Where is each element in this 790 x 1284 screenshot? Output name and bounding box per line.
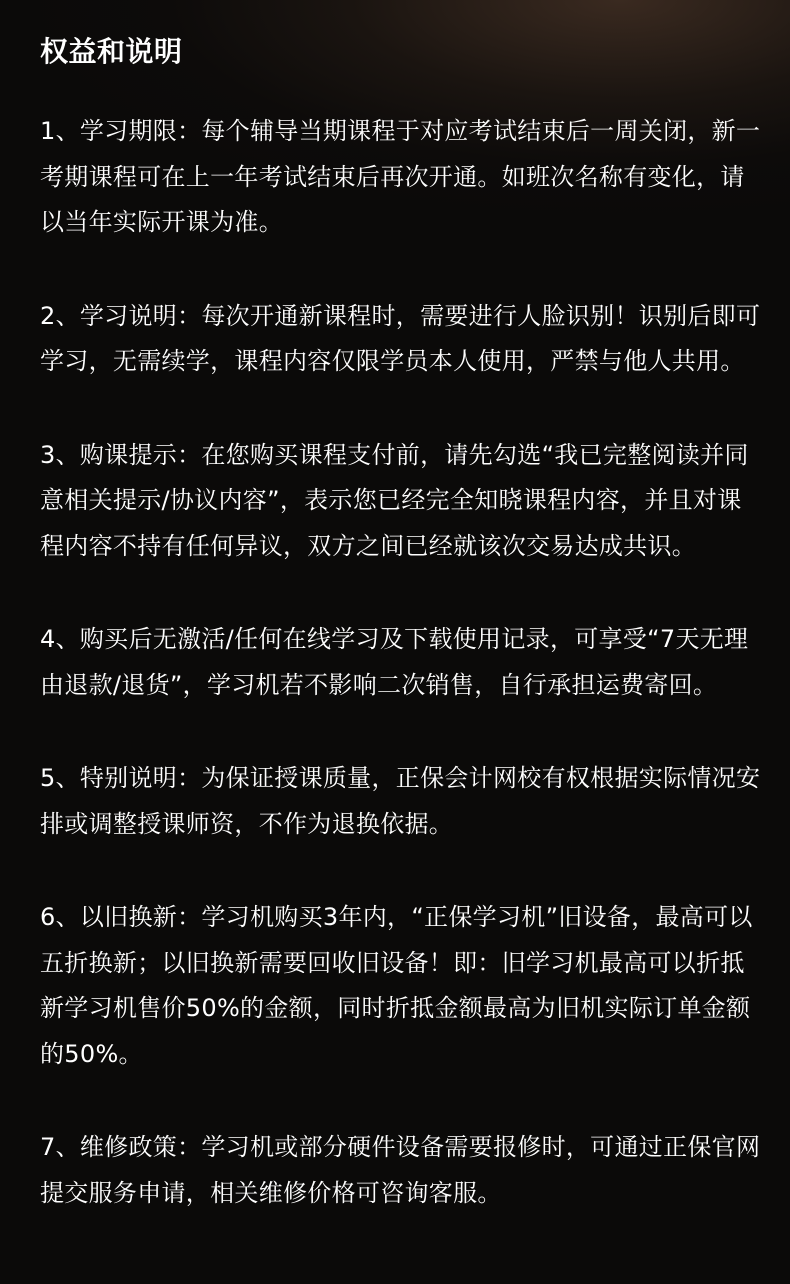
note-item-learning-period: 1、学习期限：每个辅导当期课程于对应考试结束后一周关闭，新一考期课程可在上一年考试结束后再次开通。如班次名称有变化，请以当年实际开课为准。 — [40, 117, 761, 236]
note-item-trade-in: 6、以旧换新：学习机购买3年内，“正保学习机”旧设备，最高可以五折换新；以旧换新需要回收旧设备！即：旧学习机最高可以折抵新学习机售价50%的金额，同时折抵金额最高为旧机实际订单金额的50%。 — [40, 903, 753, 1068]
note-item-learning-instructions: 2、学习说明：每次开通新课程时，需要进行人脸识别！识别后即可学习，无需续学，课程内容仅限学员本人使用，严禁与他人共用。 — [40, 301, 761, 375]
notes-list — [40, 109, 762, 1216]
page-title: 权益和说明 — [40, 35, 183, 68]
note-item-purchase-tips: 3、购课提示：在您购买课程支付前，请先勾选“我已完整阅读并同意相关提示/协议内容”，表示您已经完全知晓课程内容，并且对课程内容不持有任何异议，双方之间已经就该次交易达成共识。 — [40, 440, 749, 560]
note-item-refund-policy: 4、购买后无激活/任何在线学习及下载使用记录，可享受“7天无理由退款/退货”，学习机若不影响二次销售，自行承担运费寄回。 — [40, 625, 749, 699]
note-item-repair-policy: 7、维修政策：学习机或部分硬件设备需要报修时，可通过正保官网提交服务申请，相关维修价格可咨询客服。 — [40, 1133, 761, 1207]
note-item-special-notice: 5、特别说明：为保证授课质量，正保会计网校有权根据实际情况安排或调整授课师资，不作为退换依据。 — [40, 764, 761, 838]
